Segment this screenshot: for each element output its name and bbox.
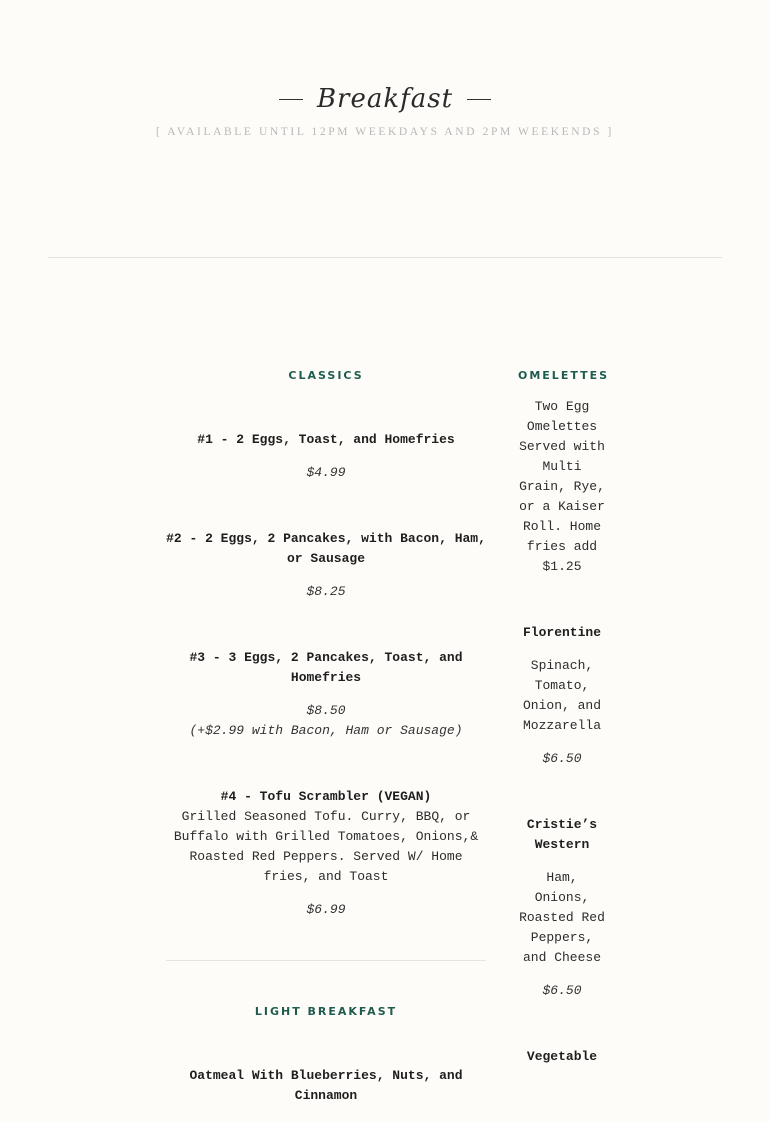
item-name: Cristie’s Western (526, 817, 598, 852)
menu-item (166, 529, 486, 602)
item-note: (+$2.99 with Bacon, Ham or Sausage) (189, 723, 463, 738)
title-row (0, 84, 770, 114)
title-dash-right (467, 99, 491, 100)
title-dash-left (279, 99, 303, 100)
menu-header (0, 84, 770, 138)
item-name: Vegetable (526, 1049, 598, 1064)
header-divider (48, 257, 722, 258)
item-name: #3 - 3 Eggs, 2 Pancakes, Toast, and Homefries (189, 650, 463, 685)
item-name: Florentine (522, 625, 601, 640)
item-price: $4.99 (306, 465, 346, 480)
menu-item (166, 1066, 486, 1106)
classics-heading: CLASSICS (288, 369, 364, 382)
menu-item (518, 815, 606, 1001)
menu-item (518, 1047, 606, 1067)
item-price: $6.50 (542, 983, 582, 998)
right-column (518, 366, 610, 1067)
menu-item (166, 787, 486, 920)
menu-item (518, 623, 606, 769)
page-title: Breakfast (316, 84, 454, 114)
menu-item (166, 430, 486, 483)
item-name: #2 - 2 Eggs, 2 Pancakes, with Bacon, Ham, or Sausage (166, 531, 486, 566)
item-description: Grilled Seasoned Tofu. Curry, BBQ, or Buffalo with Grilled Tomatoes, Onions,& Roasted Red Peppers. Served W/ Home fries, and Toast (173, 809, 479, 884)
light-breakfast-heading: LIGHT BREAKFAST (254, 1005, 398, 1018)
item-price: $8.25 (306, 584, 346, 599)
item-name: #1 - 2 Eggs, Toast, and Homefries (197, 432, 455, 447)
item-description: Ham, Onions, Roasted Red Peppers, and Cheese (519, 870, 605, 965)
omelettes-heading: OMELETTES (518, 369, 610, 382)
item-price: $8.50 (306, 703, 346, 718)
item-price: $6.50 (542, 751, 582, 766)
item-description: Spinach, Tomato, Onion, and Mozzarella (522, 658, 601, 733)
item-name: #4 - Tofu Scrambler (VEGAN) (220, 789, 432, 804)
section-divider (166, 960, 486, 961)
item-price: $6.99 (306, 902, 346, 917)
item-name: Oatmeal With Blueberries, Nuts, and Cinnamon (189, 1068, 463, 1103)
menu-item (166, 648, 486, 741)
left-column (166, 366, 486, 1106)
availability-note: [ AVAILABLE UNTIL 12PM WEEKDAYS AND 2PM WEEKENDS ] (156, 126, 614, 138)
omelettes-intro: Two Egg Omelettes Served with Multi Grain, Rye, or a Kaiser Roll. Home fries add $1.25 (519, 399, 605, 574)
